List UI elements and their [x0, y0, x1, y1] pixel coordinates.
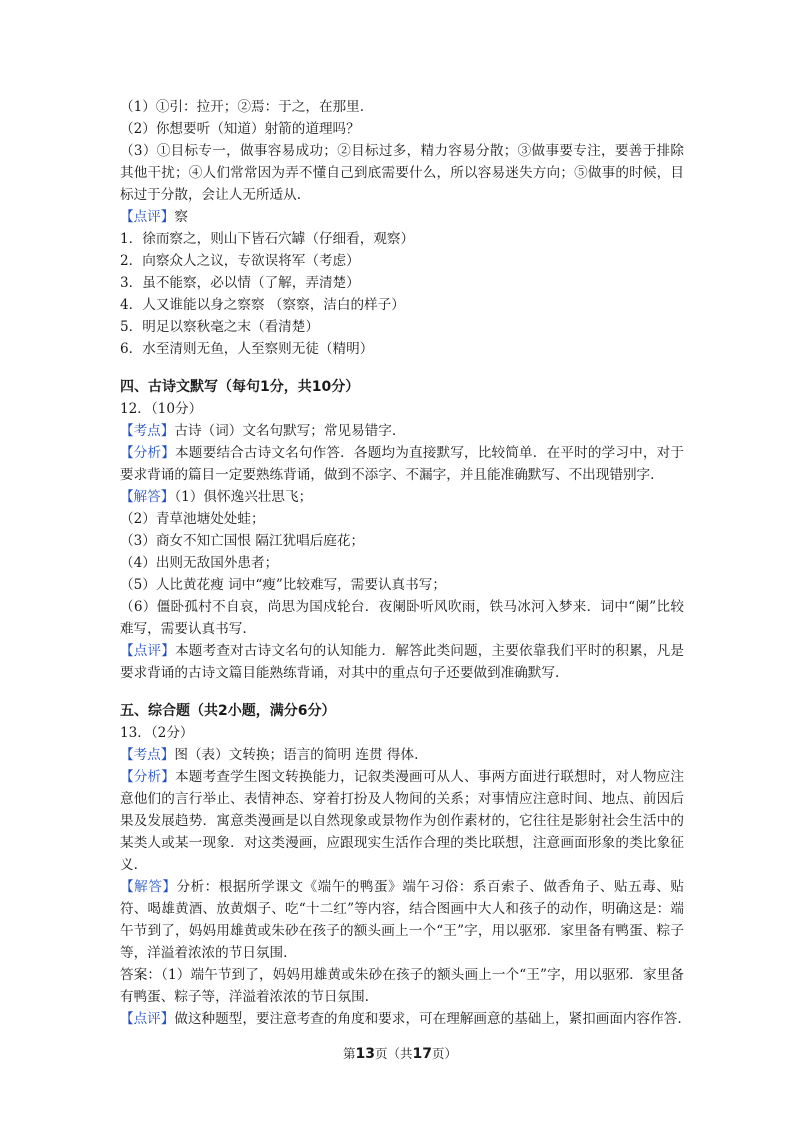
q12-answer-6: （6）僵卧孤村不自哀，尚思为国戍轮台．夜阑卧听风吹雨，铁马冰河入梦来．词中“阑”比较难写，需要认真书写. [120, 599, 684, 637]
current-page-number: 13 [355, 1046, 375, 1062]
list-item: 3．虽不能察，必以情（了解，弄清楚） [120, 275, 360, 291]
q12-answer-2: （2）青草池塘处处蛙； [120, 511, 265, 527]
q12-answer-3: （3）商女不知亡国恨 隔江犹唱后庭花； [120, 533, 365, 549]
jieda-text: 分析：根据所学课文《端午的鸭蛋》端午习俗：系百索子、做香角子、贴五毒、贴符、喝雄黄酒、放黄烟子、吃“十二红”等内容，结合图画中大人和孩子的动作，明确这是：端午节到了，妈妈用雄黄或朱砂在孩子的额头画上一个“王”字，用以驱邪．家里备有鸭蛋、粽子等，洋溢着浓浓的节日氛围. [120, 879, 684, 961]
q12-fenxi [120, 442, 684, 486]
q13-jieda [120, 876, 684, 964]
answer-line-2: （2）你想要听（知道）射箭的道理吗？ [120, 121, 360, 137]
footer-prefix: 第 [342, 1046, 356, 1061]
q12-kaodian [120, 420, 684, 442]
q13-fenxi [120, 766, 684, 876]
review-line [120, 206, 684, 228]
kaodian-text: 古诗（词）文名句默写；常见易错字. [174, 423, 397, 439]
list-item: 2．向察众人之议，专欲误将军（考虑） [120, 253, 360, 269]
list-item: 4．人又谁能以身之察察 （察察，洁白的样子） [120, 297, 405, 313]
list-item: 6．水至清则无鱼，人至察则无徒（精明） [120, 341, 374, 357]
q12-jieda [120, 486, 684, 508]
q12-answer-5: （5）人比黄花瘦 词中“瘦”比较难写，需要认真书写； [120, 577, 446, 593]
fenxi-tag: 【分析】 [120, 769, 176, 785]
fenxi-text: 本题要结合古诗文名句作答．各题均为直接默写，比较简单．在平时的学习中，对于要求背诵的篇目一定要熟练背诵，做到不添字、不漏字，并且能准确默写、不出现错别字. [120, 445, 685, 483]
dianping-tag: 【点评】 [120, 1011, 175, 1027]
kaodian-tag: 【考点】 [120, 747, 175, 763]
footer-suffix: 页） [431, 1046, 457, 1061]
dianping-text: 本题考查对古诗文名句的认知能力．解答此类问题，主要依靠我们平时的积累，凡是要求背诵的古诗文篇目能熟练背诵，对其中的重点句子还要做到准确默写. [120, 643, 685, 681]
q12-answer-4: （4）出则无敌国外患者； [120, 555, 279, 571]
page-footer [0, 1044, 800, 1062]
document-page [120, 96, 684, 1030]
jieda-text: （1）俱怀逸兴壮思飞； [174, 489, 313, 505]
dianping-tag: 【点评】 [120, 643, 176, 659]
review-text: 察 [174, 209, 188, 225]
answer-line-3: （3）①目标专一，做事容易成功；②目标过多，精力容易分散；③做事要专注，要善于排除其他干扰；④人们常常因为弄不懂自己到底需要什么，所以容易迷失方向；⑤做事的时候，目标过于分散，会让人无所适从. [120, 143, 684, 203]
q13-kaodian [120, 744, 684, 766]
fenxi-text: 本题考查学生图文转换能力，记叙类漫画可从人、事两方面进行联想时，对人物应注意他们的言行举止、表情神态、穿着打扮及人物间的关系；对事情应注意时间、地点、前因后果及发展趋势．寓意类漫画是以自然现象或景物作为创作素材的，它往往是影射社会生活中的某类人或某一现象．对这类漫画，应跟现实生活作合理的类比联想，注意画面形象的类比象征义. [120, 769, 685, 873]
section-4-heading: 四、古诗文默写（每句1分，共10分） [120, 379, 360, 395]
question-13-number: 13．（2分） [120, 725, 194, 741]
kaodian-text: 图（表）文转换；语言的简明 连贯 得体. [174, 747, 419, 763]
dianping-text: 做这种题型，要注意考查的角度和要求，可在理解画意的基础上，紧扣画面内容作答. [174, 1011, 682, 1027]
question-12-number: 12．（10分） [120, 401, 203, 417]
kaodian-tag: 【考点】 [120, 423, 175, 439]
q13-dianping [120, 1008, 684, 1030]
fenxi-tag: 【分析】 [120, 445, 176, 461]
total-page-number: 17 [412, 1046, 432, 1062]
footer-middle: 页（共 [374, 1046, 413, 1061]
q12-dianping [120, 640, 684, 684]
section-5-heading: 五、综合题（共2小题，满分6分） [120, 703, 336, 719]
list-item: 1．徐而察之，则山下皆石穴罅（仔细看，观察） [120, 231, 415, 247]
q13-answer: 答案：（1）端午节到了，妈妈用雄黄或朱砂在孩子的额头画上一个“王”字，用以驱邪．家里备有鸭蛋、粽子等，洋溢着浓浓的节日氛围. [120, 967, 684, 1005]
review-tag: 【点评】 [120, 209, 175, 225]
list-item: 5．明足以察秋毫之末（看清楚） [120, 319, 319, 335]
jieda-tag: 【解答】 [120, 489, 175, 505]
jieda-tag: 【解答】 [120, 879, 177, 895]
answer-line-1: （1）①引：拉开；②焉：于之，在那里. [120, 99, 365, 115]
